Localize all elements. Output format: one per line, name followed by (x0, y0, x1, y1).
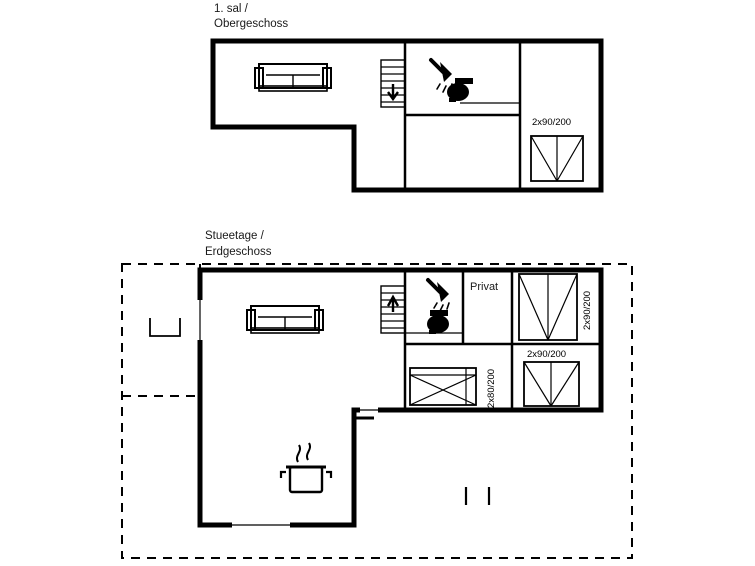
window-icon (466, 487, 489, 505)
stairs-down-icon (381, 60, 405, 107)
toilet-icon (427, 310, 449, 334)
bed-icon (524, 362, 579, 406)
floor0-walls (200, 270, 601, 525)
toilet-icon (447, 78, 473, 102)
floor0-title-line1: Stueetage / (205, 230, 264, 242)
bed-label-2x90-200-upper: 2x90/200 (532, 117, 572, 128)
floor1-title-line2: Obergeschoss (214, 18, 289, 30)
shower-icon (428, 280, 449, 311)
floor0-title-line2: Erdgeschoss (205, 246, 272, 258)
room-label-privat: Privat (470, 281, 499, 293)
stairs-up-icon (381, 286, 405, 333)
bed-icon (410, 368, 476, 405)
floor1-title-line1: 1. sal / (214, 3, 248, 15)
bed-label-2x90-200-right: 2x90/200 (582, 290, 593, 330)
bed-icon (519, 274, 577, 340)
sofa-icon (247, 306, 323, 333)
bed-label-2x80-200: 2x80/200 (486, 368, 497, 408)
outdoor-furniture-icon (150, 318, 180, 336)
cooking-pot-icon (281, 443, 331, 492)
bed-icon (531, 136, 583, 181)
sofa-icon (255, 64, 331, 91)
bed-label-2x90-200-lower: 2x90/200 (527, 349, 567, 360)
